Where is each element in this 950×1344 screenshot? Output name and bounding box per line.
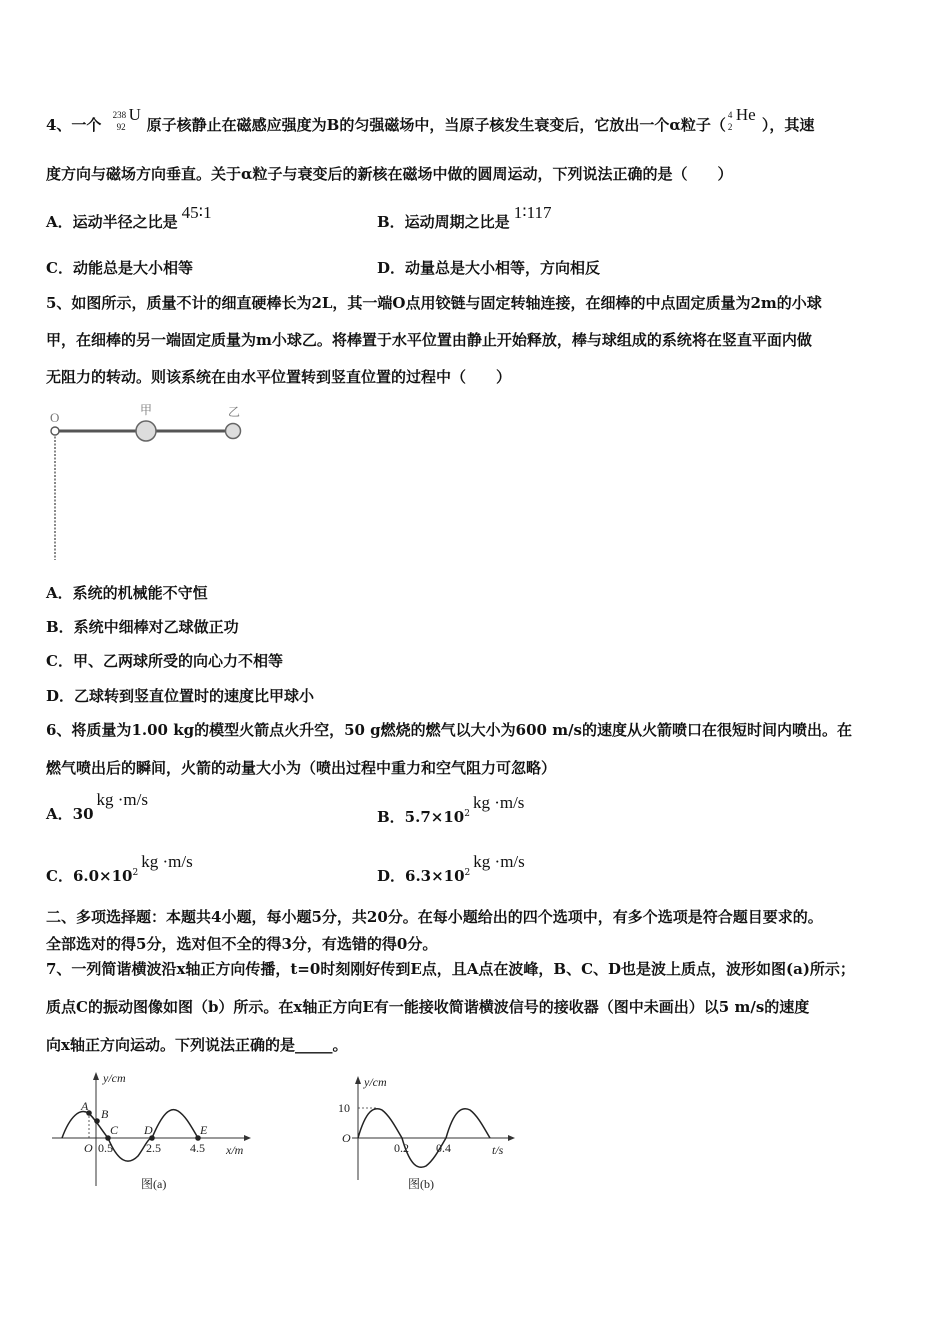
rod-figure: [40, 398, 300, 568]
q4-option-a: [46, 203, 212, 233]
q5-option-b: B．系统中细棒对乙球做正功: [46, 618, 239, 636]
fig-b-caption: 图(b): [408, 1177, 434, 1191]
x-axis-arrow: [244, 1135, 251, 1141]
q4-option-c: C．动能总是大小相等: [46, 259, 193, 277]
ball-jia: [136, 421, 156, 441]
q4-option-a-label: A．运动半径之比是: [46, 213, 178, 231]
q6-option-d-unit: kg ·m/s: [473, 852, 525, 871]
he-mass-number: 4: [727, 110, 733, 120]
q5-option-d: D．乙球转到竖直位置时的速度比甲球小: [46, 687, 315, 705]
q4-option-b-label: B．运动周期之比是: [377, 213, 510, 231]
he-atomic-number: 2: [727, 122, 733, 132]
q6-line2: 燃气喷出后的瞬间，火箭的动量大小为（喷出过程中重力和空气阻力可忽略）: [46, 759, 557, 777]
helium-nuclide: [726, 105, 762, 136]
label-e: E: [200, 1123, 208, 1137]
fig-a-tick-4-5: 4.5: [190, 1141, 205, 1155]
q7-line3: 向x轴正方向运动。下列说法正确的是_____。: [46, 1036, 348, 1054]
label-a: A: [81, 1099, 89, 1113]
label-d: D: [144, 1123, 153, 1137]
q6-option-c-exp: 2: [132, 868, 139, 878]
pivot-o: [51, 427, 59, 435]
he-symbol: He: [735, 105, 756, 124]
fig-a-xlabel: x/m: [226, 1143, 244, 1157]
q6-option-b-exp: 2: [464, 809, 470, 819]
q6-option-a-unit: kg ·m/s: [96, 790, 148, 809]
q4-line2: 度方向与磁场方向垂直。关于α粒子与衰变后的新核在磁场中做的圆周运动，下列说法正确的是（ ）: [46, 165, 733, 183]
u-atomic-number: 92: [116, 122, 126, 132]
fig-a-caption: 图(a): [141, 1177, 167, 1191]
point-b: [94, 1118, 100, 1124]
wave-curve-main: [62, 1110, 198, 1162]
q5-option-a: A．系统的机械能不守恒: [46, 584, 208, 602]
label-o: O: [50, 410, 60, 425]
q4-line1-post: ），其速: [761, 116, 815, 134]
uranium-nuclide: [107, 105, 147, 136]
q5-line2: 甲，在细棒的另一端固定质量为m小球乙。将棒置于水平位置由静止开始释放，棒与球组成的系统将在竖直平面内做: [46, 331, 812, 349]
q6-option-d-exp: 2: [464, 868, 471, 878]
fig-b-tick-0-4: 0.4: [436, 1141, 451, 1155]
q5-line3: 无阻力的转动。则该系统在由水平位置转到竖直位置的过程中（ ）: [46, 368, 512, 386]
q6-option-c-value: C．6.0×10: [46, 867, 133, 885]
q6-option-b-unit: kg ·m/s: [472, 793, 525, 812]
fig-b-origin: O: [342, 1131, 351, 1145]
q7-line2: 质点C的振动图像如图（b）所示。在x轴正方向E有一能接收简谐横波信号的接收器（图中未画出）以5 m/s的速度: [46, 998, 810, 1016]
y-axis-arrow: [93, 1072, 99, 1080]
q4-option-d: D．动量总是大小相等，方向相反: [377, 259, 601, 277]
fig-a-tick-2-5: 2.5: [146, 1141, 161, 1155]
y-axis-b-arrow: [355, 1076, 361, 1084]
fig-a-ylabel: y/cm: [103, 1071, 126, 1085]
fig-a-tick-0-5: 0.5: [98, 1141, 113, 1155]
q6-line1: 6、将质量为1.00 kg的模型火箭点火升空，50 g燃烧的燃气以大小为600 m/s的速度从火箭喷口在很短时间内喷出。在: [46, 721, 852, 739]
q6-option-d-value: D．6.3×10: [377, 867, 465, 885]
u-symbol: U: [128, 105, 141, 124]
q5-option-c: C．甲、乙两球所受的向心力不相等: [46, 652, 283, 670]
section2-line1: 二、多项选择题：本题共4小题，每小题5分，共20分。在每小题给出的四个选项中，有多个选项是符合题目要求的。: [46, 908, 823, 926]
vibration-figure-b: [332, 1070, 532, 1200]
q6-option-c-unit: kg ·m/s: [141, 852, 193, 871]
q5-line1: 5、如图所示，质量不计的细直硬棒长为2L，其一端O点用铰链与固定转轴连接，在细棒的中点固定质量为2m的小球: [46, 294, 822, 312]
q6-option-b-value: B．5.7×10: [377, 808, 465, 826]
label-yi: 乙: [228, 405, 241, 419]
q6-option-a: [46, 790, 148, 825]
label-c: C: [110, 1123, 119, 1137]
q7-line1: 7、一列简谐横波沿x轴正方向传播，t=0时刻刚好传到E点，且A点在波峰，B、C、D也是波上质点，波形如图(a)所示；: [46, 960, 855, 978]
q6-option-a-value: A．30: [46, 805, 94, 823]
q4-option-a-math: 45∶1: [181, 203, 212, 222]
q4-line1-pre: 4、一个: [46, 116, 102, 134]
section2-line2: 全部选对的得5分，选对但不全的得3分，有选错的得0分。: [46, 935, 438, 953]
wave-figure-a: [48, 1066, 268, 1196]
q4-line1: [46, 105, 815, 136]
u-mass-number: 238: [112, 110, 127, 120]
label-jia: 甲: [140, 403, 153, 417]
q4-line1-mid: 原子核静止在磁感应强度为B的匀强磁场中，当原子核发生衰变后，它放出一个α粒子（: [146, 116, 726, 134]
label-b: B: [101, 1107, 109, 1121]
t-axis-arrow: [508, 1135, 515, 1141]
fig-b-ytick-10: 10: [338, 1101, 350, 1115]
fig-a-origin: O: [84, 1141, 93, 1155]
fig-b-ylabel: y/cm: [364, 1075, 387, 1089]
q4-option-b: [377, 203, 552, 233]
fig-b-tick-0-2: 0.2: [394, 1141, 409, 1155]
fig-b-xlabel: t/s: [492, 1143, 504, 1157]
ball-yi: [226, 424, 241, 439]
q4-option-b-math: 1∶117: [513, 203, 552, 222]
